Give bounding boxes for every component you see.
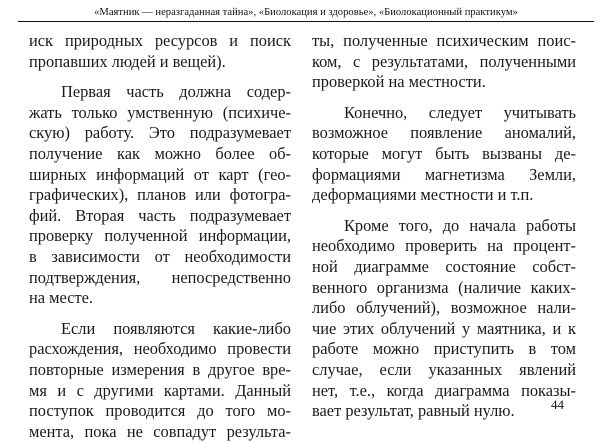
text-line: случае, если указанных явлений bbox=[312, 359, 576, 379]
text-line: расхождения, необходимо провести bbox=[29, 339, 291, 359]
paragraph bbox=[29, 31, 291, 72]
paragraph bbox=[312, 216, 576, 422]
text-line: проверкой на местности. bbox=[312, 72, 486, 92]
text-line: работе можно приступить в том bbox=[312, 339, 576, 359]
text-line: проверку полученной информации, bbox=[29, 226, 291, 246]
right-column bbox=[312, 31, 576, 422]
text-line: формациями магнетизма Земли, bbox=[312, 164, 576, 184]
text-line: фий. Вторая часть подразумевает bbox=[29, 205, 291, 225]
text-line: графических), планов или фотогра- bbox=[29, 185, 291, 205]
text-line: мя и с другими картами. Данный bbox=[29, 380, 291, 400]
text-line: мента, пока не совпадут результа- bbox=[29, 421, 291, 441]
left-column bbox=[29, 31, 291, 442]
text-line: ширных информаций от карт (гео- bbox=[29, 164, 291, 184]
text-line: венного организма (наличие каких- bbox=[312, 277, 576, 297]
text-line: либо облучений), возможное нали- bbox=[312, 298, 576, 318]
text-line: нет, т.е., когда диаграмма показы- bbox=[312, 380, 576, 400]
text-line: Первая часть должна содер- bbox=[61, 82, 291, 102]
text-line: чие этих облучений у маятника, и к bbox=[312, 318, 576, 338]
text-line: возможное появление аномалий, bbox=[312, 123, 576, 143]
text-line: деформациями местности и т.п. bbox=[312, 185, 534, 205]
text-line: ком, с результатами, полученными bbox=[312, 51, 576, 71]
text-line: подтверждения, непосредственно bbox=[29, 267, 291, 287]
paragraph bbox=[312, 103, 576, 206]
text-line: Конечно, следует учитывать bbox=[344, 102, 576, 122]
text-line: вает результат, равный нулю. bbox=[312, 401, 515, 421]
text-line: в зависимости от необходимости bbox=[29, 246, 291, 266]
text-line: повторные измерения в другое вре- bbox=[29, 359, 291, 379]
text-line: жать только умственную (психиче- bbox=[29, 102, 291, 122]
text-line: которые могут быть вызваны де- bbox=[312, 143, 576, 163]
text-line: иск природных ресурсов и поиск bbox=[29, 31, 291, 50]
paragraph bbox=[29, 82, 291, 309]
paragraph bbox=[29, 319, 291, 442]
running-header: «Маятник — неразгаданная тайна», «Биолокация и здоровье», «Биолокационный практикум» bbox=[94, 7, 518, 18]
paragraph bbox=[312, 31, 576, 93]
text-line: скую) работу. Это подразумевает bbox=[29, 123, 291, 143]
text-line: ной диаграмме состояние собст- bbox=[312, 256, 576, 276]
page-number: 44 bbox=[551, 397, 564, 412]
text-line: ты, полученные психическим поис- bbox=[312, 31, 576, 50]
text-line: поступок проводится до того мо- bbox=[29, 401, 291, 421]
text-line: получение как можно более об- bbox=[29, 143, 291, 163]
text-line: на месте. bbox=[29, 288, 94, 308]
header-rule bbox=[18, 21, 594, 22]
text-line: необходимо проверить на процент- bbox=[312, 236, 576, 256]
text-line: Если появляются какие-либо bbox=[61, 318, 291, 338]
text-line: Кроме того, до начала работы bbox=[344, 215, 576, 235]
text-line: пропавших людей и вещей). bbox=[29, 51, 226, 71]
